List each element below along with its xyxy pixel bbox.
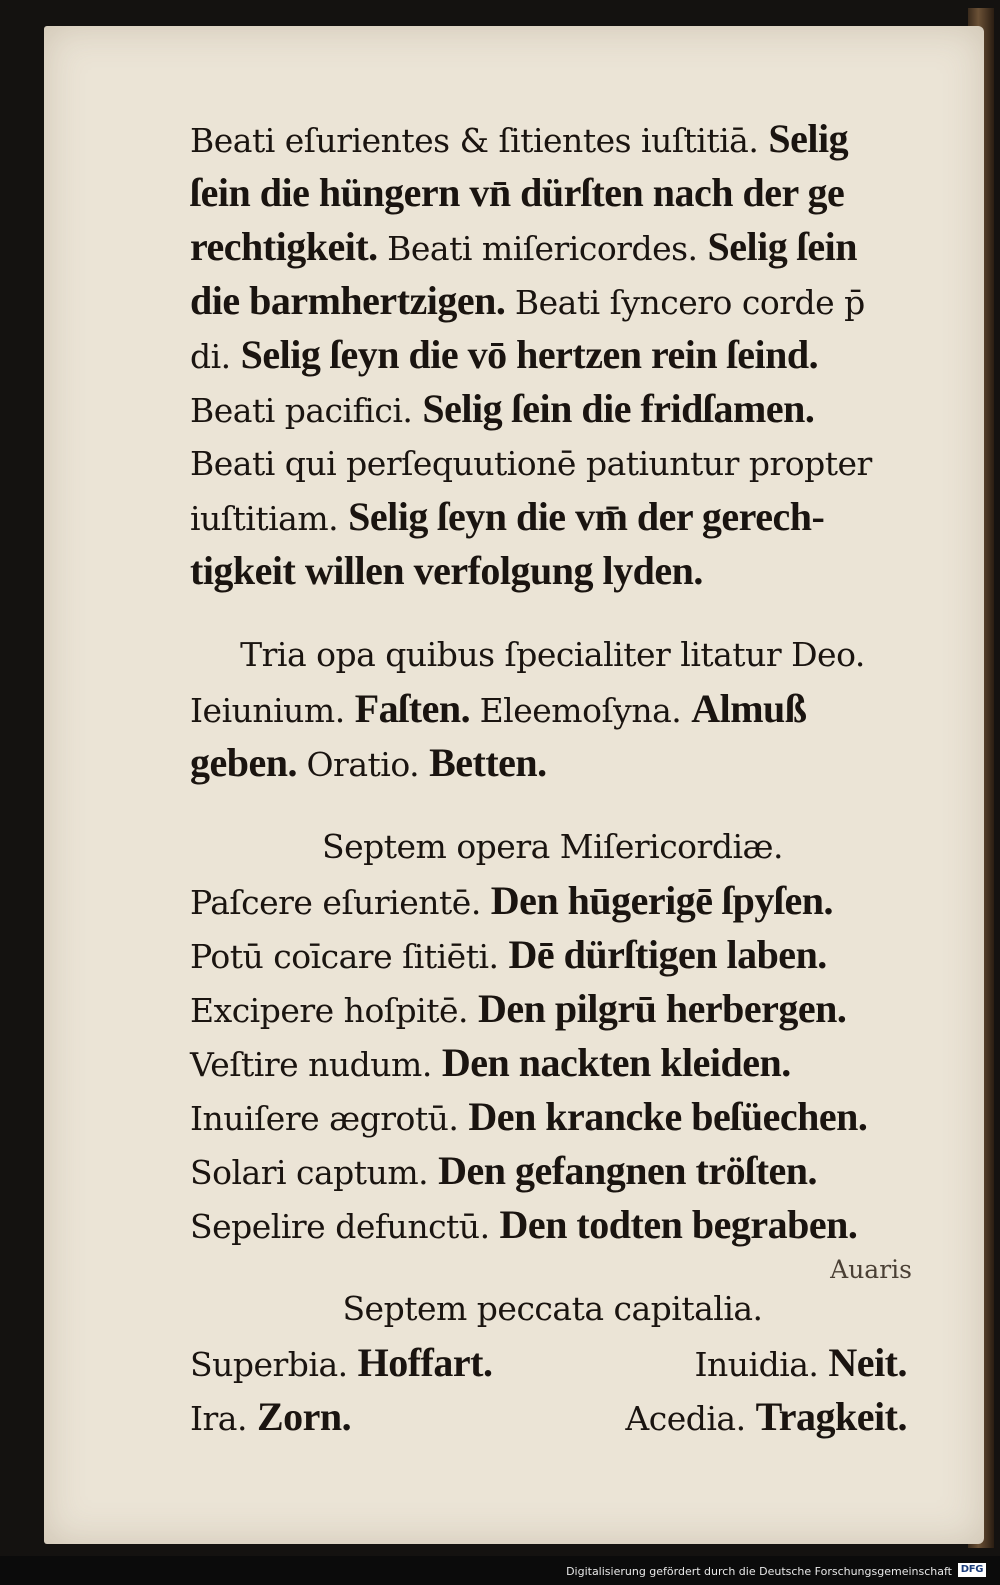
latin-text: Beati qui perſequutionē patiuntur propter bbox=[190, 444, 872, 483]
text-line bbox=[190, 682, 915, 736]
german-text: Faſten. bbox=[354, 686, 480, 731]
latin-text: Beati eſurientes & ſitientes iuſtitiā. bbox=[190, 121, 769, 160]
german-text: Den krancke beſüechen. bbox=[468, 1094, 868, 1139]
tria-heading: Tria opa quibus ſpecialiter litatur Deo. bbox=[240, 635, 865, 674]
text-line bbox=[190, 112, 915, 166]
beatitudes-paragraph bbox=[190, 112, 915, 598]
text-line bbox=[190, 490, 915, 544]
text-line bbox=[190, 166, 915, 220]
german-text: Betten. bbox=[429, 740, 547, 785]
latin-text: Inuiſere ægrotū. bbox=[190, 1099, 469, 1138]
peccata-row bbox=[190, 1390, 915, 1444]
german-text: Selig bbox=[768, 116, 849, 161]
text-line bbox=[190, 220, 915, 274]
peccata-section bbox=[190, 1282, 915, 1444]
latin-text: Beati miſericordes. bbox=[387, 229, 708, 268]
german-text: geben. bbox=[190, 740, 307, 785]
german-text: rechtigkeit. bbox=[190, 224, 388, 269]
german-text: Zorn. bbox=[256, 1394, 352, 1439]
peccata-cell bbox=[694, 1336, 907, 1390]
latin-text: Acedia. bbox=[625, 1399, 756, 1438]
german-text: Den nackten kleiden. bbox=[441, 1040, 791, 1085]
peccata-heading: Septem peccata capitalia. bbox=[342, 1289, 763, 1328]
text-line bbox=[190, 874, 915, 928]
german-text: die barmhertzigen. bbox=[190, 278, 515, 323]
catchword: Auaris bbox=[830, 1255, 912, 1284]
text-line bbox=[190, 1036, 915, 1090]
latin-text: Potū coīcare ſitiēti. bbox=[190, 937, 509, 976]
german-text: Neit. bbox=[828, 1340, 907, 1385]
german-text: Selig ſeyn die vm̄ der gerech- bbox=[348, 494, 825, 539]
german-text: ſein die hüngern vn̄ dürſten nach der ge bbox=[190, 170, 845, 215]
german-text: Selig ſeyn die vō hertzen rein ſeind. bbox=[240, 332, 819, 377]
latin-text: Paſcere eſurientē. bbox=[190, 883, 491, 922]
peccata-cell bbox=[190, 1336, 492, 1390]
latin-text: Superbia. bbox=[190, 1345, 358, 1384]
opera-heading: Septem opera Miſericordiæ. bbox=[321, 827, 784, 866]
text-line bbox=[190, 544, 915, 598]
latin-text: Ira. bbox=[190, 1399, 257, 1438]
latin-text: Solari captum. bbox=[190, 1153, 439, 1192]
text-line bbox=[190, 1198, 915, 1252]
latin-text: Sepelire defunctū. bbox=[190, 1207, 500, 1246]
latin-text: Beati pacifici. bbox=[190, 391, 423, 430]
text-line bbox=[190, 436, 915, 490]
tria-section bbox=[190, 628, 915, 790]
german-text: Hoffart. bbox=[357, 1340, 493, 1385]
german-text: tigkeit willen verfolgung lyden. bbox=[190, 548, 703, 593]
german-text: Dē dürſtigen laben. bbox=[508, 932, 827, 977]
text-line bbox=[190, 1090, 915, 1144]
german-text: Tragkeit. bbox=[755, 1394, 907, 1439]
latin-text: Excipere hoſpitē. bbox=[190, 991, 478, 1030]
latin-text: Eleemoſyna. bbox=[479, 691, 692, 730]
latin-text: Veſtire nudum. bbox=[190, 1045, 442, 1084]
german-text: Den gefangnen tröſten. bbox=[438, 1148, 818, 1193]
latin-text: iuſtitiam. bbox=[190, 499, 349, 538]
latin-text: Ieiunium. bbox=[190, 691, 355, 730]
german-text: Almuß bbox=[691, 686, 807, 731]
dfg-logo: DFG bbox=[958, 1563, 986, 1577]
peccata-cell bbox=[190, 1390, 351, 1444]
text-line bbox=[190, 1144, 915, 1198]
latin-text: Oratio. bbox=[306, 745, 430, 784]
text-line bbox=[190, 982, 915, 1036]
german-text: Selig ſein die fridſamen. bbox=[422, 386, 815, 431]
text-line bbox=[190, 274, 915, 328]
german-text: Den todten begraben. bbox=[499, 1202, 858, 1247]
latin-text: Beati ſyncero corde p̄ bbox=[514, 283, 865, 322]
footer-bar bbox=[0, 1556, 1000, 1585]
german-text: Selig ſein bbox=[707, 224, 857, 269]
latin-text: di. bbox=[190, 337, 241, 376]
peccata-row bbox=[190, 1336, 915, 1390]
text-line bbox=[190, 928, 915, 982]
text-line bbox=[190, 736, 915, 790]
text-line bbox=[190, 328, 915, 382]
peccata-rows bbox=[190, 1336, 915, 1444]
german-text: Den hūgerigē ſpyſen. bbox=[490, 878, 834, 923]
peccata-cell bbox=[625, 1390, 907, 1444]
german-text: Den pilgrū herbergen. bbox=[477, 986, 847, 1031]
text-line bbox=[190, 382, 915, 436]
latin-text: Inuidia. bbox=[694, 1345, 829, 1384]
footer-credit: Digitalisierung gefördert durch die Deutsche Forschungsgemeinschaft bbox=[566, 1565, 952, 1578]
page-text bbox=[190, 112, 915, 1444]
opera-section bbox=[190, 820, 915, 1252]
